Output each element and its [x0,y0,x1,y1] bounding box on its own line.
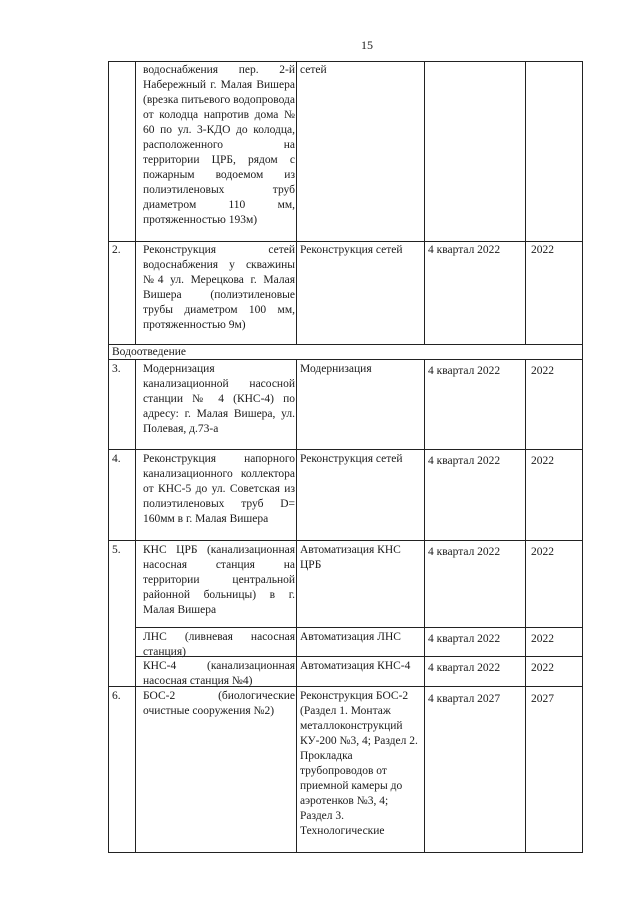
table-cell-work: Реконструкция сетей [300,453,403,465]
column-divider [525,359,526,853]
section-title: Водоотведение [112,346,186,358]
table-cell-year: 2027 [531,693,554,705]
table-cell-period: 4 квартал 2022 [428,633,501,645]
table-rule [108,241,582,242]
table-cell-period: 4 квартал 2027 [428,693,501,705]
column-divider [296,61,297,345]
table-cell-period: 4 квартал 2022 [428,455,501,467]
table-cell-object: водоснабжения пер. 2-й Набережный г. Малая Вишера (врезка питьевого водопровода от колодца напротив дома № 60 по ул. 3-КДО до колодца, расположенного на территории ЦРБ, рядом с пожарным водоемом из полиэтиленовых труб диаметром 110 мм, протяженностью 193м) [143,64,295,226]
table-cell-object: КНС-4 (канализационная насосная станция №4) [143,660,295,687]
table-cell-work: Автоматизация ЛНС [300,631,401,643]
table-cell-object: Модернизация канализационной насосной станции № 4 (КНС-4) по адресу: г. Малая Вишера, ул. Полевая, д.73-а [143,363,295,435]
table-cell-year: 2022 [531,365,554,377]
table-cell-work: Автоматизация КНС-4 [300,660,411,672]
table-cell-object: Реконструкция сетей водоснабжения у скважины №4 ул. Мерецкова г. Малая Вишера (полиэтиленовые трубы диаметром 100 мм, протяженностью 9м) [143,244,295,331]
table-cell-year: 2022 [531,244,554,256]
table-cell-work: Реконструкция БОС-2 (Раздел 1. Монтаж металлоконструкций КУ-200 №3, 4; Раздел 2. Прокладка трубопроводов от приемной камеры до аэротенков №3, 4; Раздел 3. Технологические [300,690,418,837]
table-cell-object: Реконструкция напорного канализационного коллектора от КНС-5 до ул. Советская из полиэтиленовых труб D= 160мм в г. Малая Вишера [143,453,295,525]
page-number: 15 [361,38,373,52]
table-cell-period: 4 квартал 2022 [428,546,501,558]
table-border-right [582,61,583,853]
column-divider [135,359,136,853]
table-cell-number: 3. [112,363,121,375]
column-divider [525,61,526,345]
table-cell-work: Реконструкция сетей [300,244,403,256]
table-cell-year: 2022 [531,662,554,674]
table-cell-number: 4. [112,453,121,465]
table-cell-period: 4 квартал 2022 [428,365,501,377]
table-cell-period: 4 квартал 2022 [428,244,501,256]
table-cell-year: 2022 [531,546,554,558]
table-cell-object: ЛНС (ливневая насосная станция) [143,631,295,658]
table-rule-top-continued [108,61,582,62]
table-cell-number: 2. [112,244,121,256]
table-cell-work: Автоматизация КНС ЦРБ [300,544,401,571]
table-cell-number: 6. [112,690,121,702]
table-rule [108,449,582,450]
table-cell-work: Модернизация [300,363,372,375]
table-cell-work: сетей [300,64,327,76]
table-rule [108,540,582,541]
table-rule-bottom [108,852,582,853]
table-cell-number: 5. [112,544,121,556]
column-divider [135,61,136,345]
column-divider [296,359,297,853]
table-cell-year: 2022 [531,633,554,645]
table-cell-object: БОС-2 (биологические очистные сооружения №2) [143,690,295,717]
table-cell-period: 4 квартал 2022 [428,662,501,674]
table-cell-year: 2022 [531,455,554,467]
column-divider [424,359,425,853]
column-divider [424,61,425,345]
table-cell-object: КНС ЦРБ (канализационная насосная станция на территории центральной районной больницы) в г. Малая Вишера [143,544,295,616]
table-rule [135,627,582,628]
table-border-left [108,61,109,853]
